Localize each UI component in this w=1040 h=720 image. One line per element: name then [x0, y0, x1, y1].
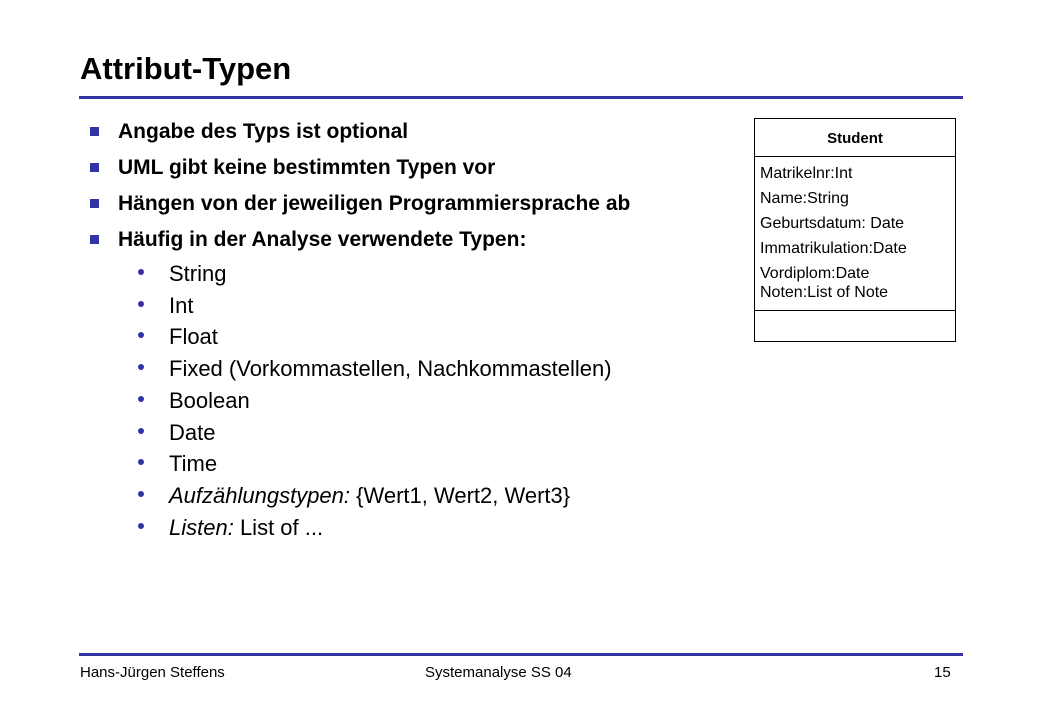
title-divider	[79, 96, 963, 99]
type-item	[133, 258, 728, 290]
bullet-item	[88, 154, 728, 182]
type-text: Fixed (Vorkommastellen, Nachkommastellen)	[169, 356, 612, 382]
uml-class-name: Student	[755, 119, 955, 157]
dot-bullet-icon	[138, 396, 144, 402]
type-text: Float	[169, 324, 218, 350]
bullet-text: UML gibt keine bestimmten Typen vor	[118, 156, 496, 179]
bullet-item	[88, 190, 728, 218]
uml-attribute: Name:String	[760, 190, 849, 207]
list-value: List of ...	[233, 514, 324, 540]
type-item	[133, 321, 728, 353]
uml-attribute: Geburtsdatum: Date	[760, 215, 905, 232]
type-item	[133, 290, 728, 322]
type-item-list	[133, 512, 728, 544]
type-list	[133, 258, 728, 543]
square-bullet-icon	[90, 235, 99, 244]
enum-value: {Wert1, Wert2, Wert3}	[350, 482, 571, 508]
square-bullet-icon	[90, 163, 99, 172]
bullet-text: Häufig in der Analyse verwendete Typen:	[118, 228, 527, 251]
list-label: Listen:	[169, 514, 234, 540]
uml-attribute: Immatrikulation:Date	[760, 240, 907, 257]
enum-label: Aufzählungstypen:	[169, 482, 351, 508]
uml-attribute: Matrikelnr:Int	[760, 165, 853, 182]
uml-attribute-compartment	[755, 157, 955, 311]
square-bullet-icon	[90, 199, 99, 208]
square-bullet-icon	[90, 127, 99, 136]
type-item	[133, 417, 728, 449]
footer-author: Hans-Jürgen Steffens	[80, 664, 225, 681]
type-item	[133, 353, 728, 385]
dot-bullet-icon	[138, 301, 144, 307]
type-text: Boolean	[169, 387, 250, 413]
bullet-item	[88, 226, 728, 254]
dot-bullet-icon	[138, 523, 144, 529]
dot-bullet-icon	[138, 459, 144, 465]
uml-class-box	[754, 118, 956, 342]
dot-bullet-icon	[138, 269, 144, 275]
bullet-list	[88, 118, 728, 543]
type-text: String	[169, 261, 227, 286]
dot-bullet-icon	[138, 332, 144, 338]
page-number: 15	[934, 664, 951, 681]
bullet-item	[88, 118, 728, 146]
type-item	[133, 385, 728, 417]
uml-attribute: Noten:List of Note	[760, 284, 889, 301]
type-text: Time	[169, 451, 218, 477]
type-text: Date	[169, 419, 216, 445]
footer-course: Systemanalyse SS 04	[425, 664, 572, 681]
type-item	[133, 448, 728, 480]
dot-bullet-icon	[138, 364, 144, 370]
bullet-text: Angabe des Typs ist optional	[118, 120, 409, 143]
bullet-text: Hängen von der jeweiligen Programmiersprache ab	[118, 192, 631, 215]
dot-bullet-icon	[138, 428, 144, 434]
uml-attribute: Vordiplom:Date	[760, 265, 870, 282]
footer-divider	[79, 653, 963, 656]
type-item-enum	[133, 480, 728, 512]
slide-title: Attribut-Typen	[80, 51, 292, 86]
type-text: Int	[169, 292, 194, 318]
dot-bullet-icon	[138, 491, 144, 497]
